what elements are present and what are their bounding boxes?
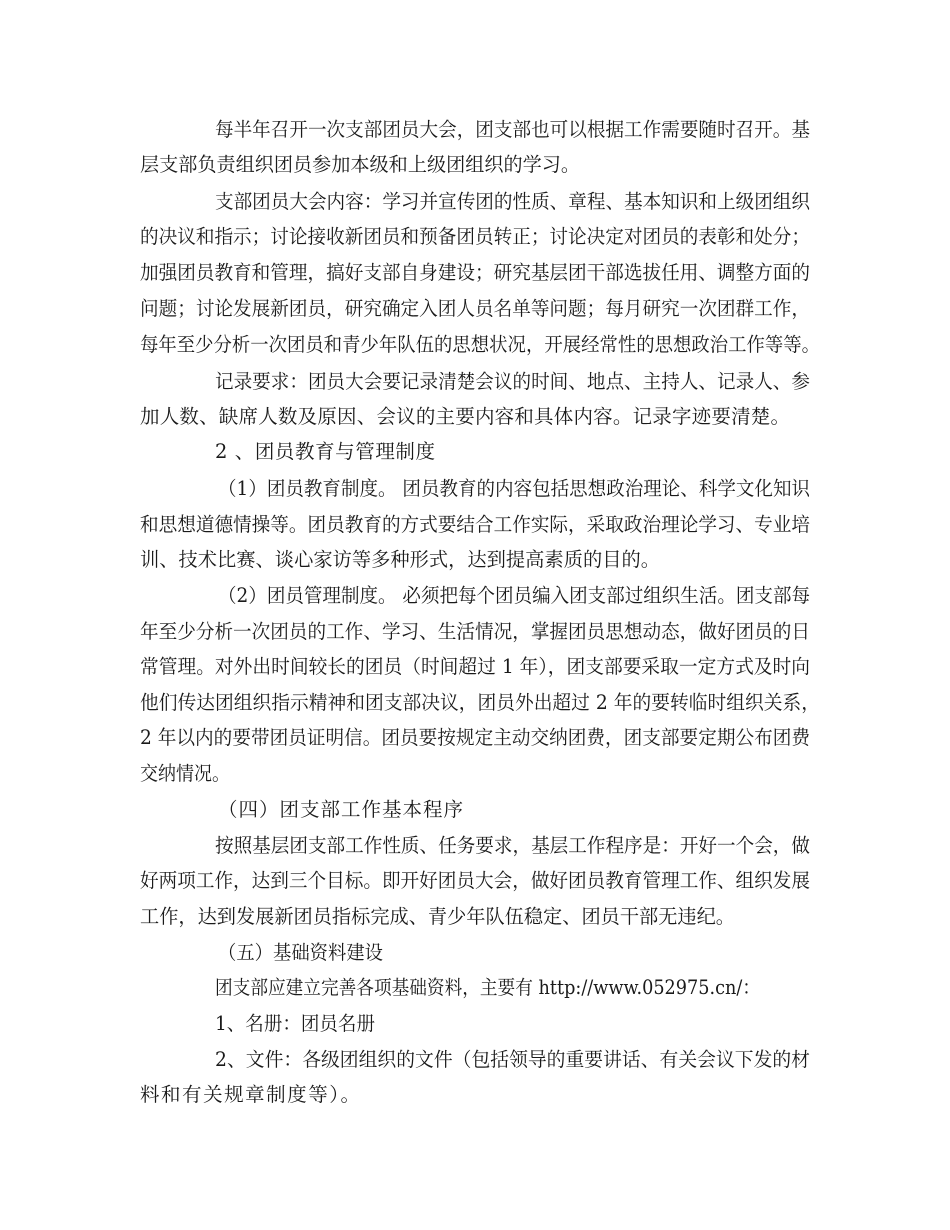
section-heading: （四）团支部工作基本程序 xyxy=(218,798,464,821)
paragraph-line: 层支部负责组织团员参加本级和上级团组织的学习。 xyxy=(140,153,580,176)
section-heading: （五）基础资料建设 xyxy=(218,941,383,964)
list-item: 1、名册：团员名册 xyxy=(215,1012,375,1035)
paragraph-line: 2 年以内的要带团员证明信。团员要按规定主动交纳团费，团支部要定期公布团费 xyxy=(140,726,810,749)
paragraph-line: 常管理。对外出时间较长的团员（时间超过 1 年），团支部要采取一定方式及时向 xyxy=(140,655,810,678)
paragraph-line: （2）团员管理制度。 必须把每个团员编入团支部过组织生活。团支部每 xyxy=(218,584,810,607)
paragraph-line: 年至少分析一次团员的工作、学习、生活情况，掌握团员思想动态，做好团员的日 xyxy=(140,620,810,643)
paragraph-line: 工作，达到发展新团员指标完成、青少年队伍稳定、团员干部无违纪。 xyxy=(140,905,735,928)
paragraph-line: 支部团员大会内容：学习并宣传团的性质、章程、基本知识和上级团组织 xyxy=(215,190,810,213)
paragraph-line: 交纳情况。 xyxy=(140,762,230,785)
paragraph-line: 和思想道德情操等。团员教育的方式要结合工作实际，采取政治理论学习、专业培 xyxy=(140,513,810,536)
paragraph-line: 他们传达团组织指示精神和团支部决议，团员外出超过 2 年的要转临时组织关系， xyxy=(140,691,820,714)
paragraph-line: 加人数、缺席人数及原因、会议的主要内容和具体内容。记录字迹要清楚。 xyxy=(140,405,791,428)
paragraph-line: 好两项工作，达到三个目标。即开好团员大会，做好团员教育管理工作、组织发展 xyxy=(140,869,810,892)
paragraph-line: 料和有关规章制度等）。 xyxy=(140,1083,362,1106)
paragraph-line: 训、技术比赛、谈心家访等多种形式，达到提高素质的目的。 xyxy=(140,548,660,571)
paragraph-line: 加强团员教育和管理，搞好支部自身建设；研究基层团干部选拔任用、调整方面的 xyxy=(140,261,810,284)
paragraph-line: （1）团员教育制度。 团员教育的内容包括思想政治理论、科学文化知识 xyxy=(218,477,810,500)
list-item: 2、文件：各级团组织的文件（包括领导的重要讲话、有关会议下发的材 xyxy=(215,1048,810,1071)
paragraph-line: 每半年召开一次支部团员大会，团支部也可以根据工作需要随时召开。基 xyxy=(215,118,810,141)
paragraph-line: 团支部应建立完善各项基础资料，主要有 http://www.052975.cn/： xyxy=(215,976,760,999)
paragraph-line: 记录要求：团员大会要记录清楚会议的时间、地点、主持人、记录人、参 xyxy=(215,370,810,393)
paragraph-line: 的决议和指示；讨论接收新团员和预备团员转正；讨论决定对团员的表彰和处分； xyxy=(140,225,810,248)
paragraph-line: 问题；讨论发展新团员，研究确定入团人员名单等问题；每月研究一次团群工作， xyxy=(140,297,810,320)
paragraph-line: 每年至少分析一次团员和青少年队伍的思想状况，开展经常性的思想政治工作等等。 xyxy=(140,333,820,356)
section-heading: 2 、团员教育与管理制度 xyxy=(215,440,436,463)
paragraph-line: 按照基层团支部工作性质、任务要求，基层工作程序是：开好一个会，做 xyxy=(215,834,810,857)
